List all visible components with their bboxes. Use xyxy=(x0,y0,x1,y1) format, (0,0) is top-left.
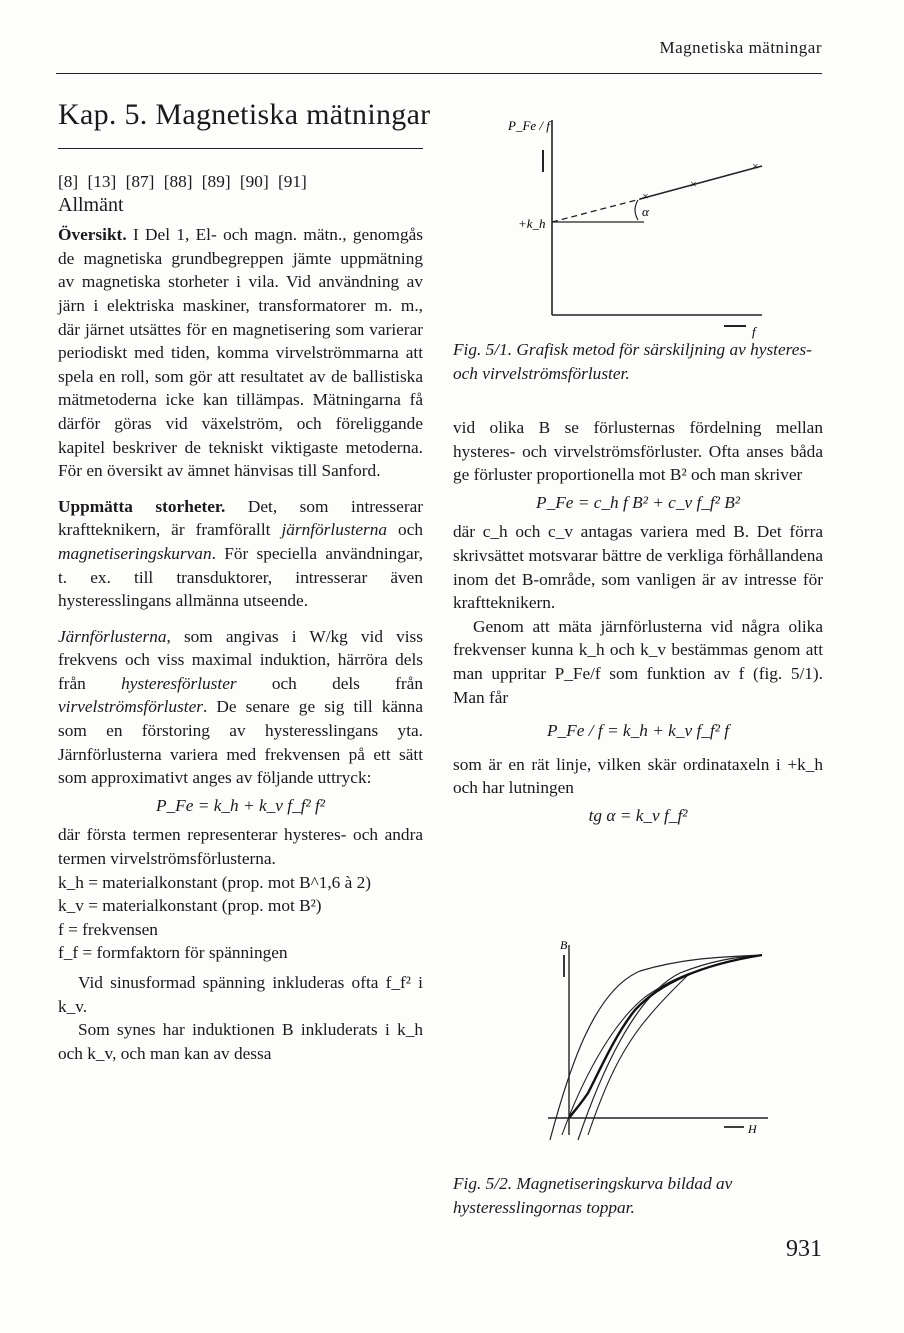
chapter-rule xyxy=(58,148,423,149)
paragraph-jarnforlust xyxy=(58,625,423,790)
emphasis: virvelströmsförluster xyxy=(58,697,203,717)
fig2-hysteresis-loop-mid xyxy=(562,973,690,1135)
paragraph-sinus: Vid sinusformad spänning inkluderas ofta f_f² i k_v. xyxy=(58,973,423,1016)
fig2-magnetization-curve xyxy=(569,955,762,1118)
formula-ch-cv: P_Fe = c_h f B² + c_v f_f² B² xyxy=(536,492,740,512)
text-run: . De senare ge sig till känna som en förstoring av hysteresslingans yta. Järnförlusterna variera med frekvensen på ett sätt som approximativt anges av följande uttryck: xyxy=(58,697,423,788)
paragraph-ch-cv: där c_h och c_v antagas variera med B. Det förra skrivsättet motsvarar bättre de verkliga förhållandena inom det B-område, som vanligen är av intresse för kraftteknikern. xyxy=(453,522,823,613)
emphasis: järnförlusterna xyxy=(281,520,388,540)
figure-5-2 xyxy=(540,935,780,1155)
fig1-x-label: f xyxy=(752,324,756,339)
emphasis: Järnförlusterna xyxy=(58,626,167,646)
definition-item: k_h = materialkonstant (prop. mot B^1,6 à 2) xyxy=(58,872,372,892)
fig1-alpha-label: α xyxy=(642,204,649,219)
fig1-y-label: P_Fe / f xyxy=(508,118,550,133)
figure-5-2-caption: Fig. 5/2. Magnetiseringskurva bildad av hysteresslingornas toppar. xyxy=(453,1174,733,1217)
paragraph-som-synes: Som synes har induktionen B inkluderats i k_h och k_v, och man kan av dessa xyxy=(58,1020,423,1063)
formula-pfe-over-f: P_Fe / f = k_h + k_v f_f² f xyxy=(546,721,730,741)
fig1-kh-label: +k_h xyxy=(518,216,546,231)
left-column xyxy=(58,170,423,1065)
run-in-heading: Uppmätta storheter. xyxy=(58,496,226,516)
run-in-heading: Översikt. xyxy=(58,225,127,245)
paragraph-rat-linje: som är en rät linje, vilken skär ordinataxeln i +k_h och har lutningen xyxy=(453,754,823,798)
fig1-data-point: × xyxy=(690,177,697,191)
text-run: . För speciella användningar, t. ex. till transduktorer, intresserar även hysteresslingans allmänna utseende. xyxy=(58,543,423,611)
paragraph-fordelning: vid olika B se förlusternas fördelning mellan hysteres- och virvelströmsförluster. Ofta anses båda ge förluster proportionella mot B² och man skriver xyxy=(453,418,823,485)
figure-5-1 xyxy=(500,100,790,340)
running-head: Magnetiska mätningar xyxy=(659,38,822,57)
fig1-data-point: × xyxy=(752,159,759,173)
page-number: 931 xyxy=(786,1236,822,1262)
reference-list: [8] [13] [87] [88] [89] [90] [91] xyxy=(58,172,307,191)
formula-pfe: P_Fe = k_h + k_v f_f² f² xyxy=(155,795,325,815)
header-rule xyxy=(56,73,822,74)
fig1-loss-line xyxy=(640,166,762,199)
section-heading: Allmänt xyxy=(58,193,124,216)
definition-item: f_f = formfaktorn för spänningen xyxy=(58,943,288,963)
formula-tg-alpha: tg α = k_v f_f² xyxy=(588,805,688,825)
fig1-data-point: × xyxy=(642,189,649,203)
definition-item: f = frekvensen xyxy=(58,919,158,939)
fig2-y-label: B xyxy=(560,938,568,952)
paragraph-after-formula: där första termen representerar hysteres- och andra termen virvelströmsförlusterna. xyxy=(58,825,423,869)
text-run: och dels från xyxy=(236,673,423,693)
chapter-title: Kap. 5. Magnetiska mätningar xyxy=(58,98,431,131)
emphasis: magnetiseringskurvan xyxy=(58,543,212,563)
paragraph-uppmatta xyxy=(58,495,423,613)
text-run: Det, som intresserar kraftteknikern, är framförallt xyxy=(58,496,423,540)
fig1-angle-arc xyxy=(635,200,638,220)
fig2-x-label: H xyxy=(748,1122,757,1136)
definition-item: k_v = materialkonstant (prop. mot B²) xyxy=(58,896,322,916)
text-run: och xyxy=(387,520,423,540)
fig1-extrapolation xyxy=(552,197,648,222)
right-column xyxy=(453,416,823,834)
emphasis: hysteresförluster xyxy=(121,673,237,693)
figure-5-1-caption: Fig. 5/1. Grafisk metod för särskiljning av hysteres- och virvelströmsförluster. xyxy=(453,340,812,383)
definition-list xyxy=(58,871,423,965)
fig2-hysteresis-loop-mid-lower xyxy=(588,973,690,1135)
text-run: , som angivas i W/kg vid viss frekvens och viss maximal induktion, härröra dels från xyxy=(58,626,423,693)
paragraph-genom-att-mata: Genom att mäta järnförlusterna vid några olika frekvenser kunna k_h och k_v bestämmas genom att man uppritar P_Fe/f som funktion av f (fig. 5/1). Man får xyxy=(453,616,823,707)
fig2-hysteresis-loop-outer xyxy=(550,955,762,1140)
paragraph-text: I Del 1, El- och magn. mätn., genomgås de magnetiska grundbegreppen jämte uppmätning av magnetiska storheter i vila. Vid användning av järn i elektriska maskiner, transformatorer m. m., där järnet utsättes för en magnetisering som varierar periodiskt med tiden, komma virvelströmmarna att spela en roll, som gör att resultatet av de ballistiska mätmetoderna icke kan tillämpas. Mätningarna få därför göras vid växelström, och föreliggande kapitel beskriver de tekniskt viktigaste metoderna. För en översikt av ämnet hänvisas till Sanford. xyxy=(58,225,423,481)
paragraph-oversikt xyxy=(58,223,423,483)
